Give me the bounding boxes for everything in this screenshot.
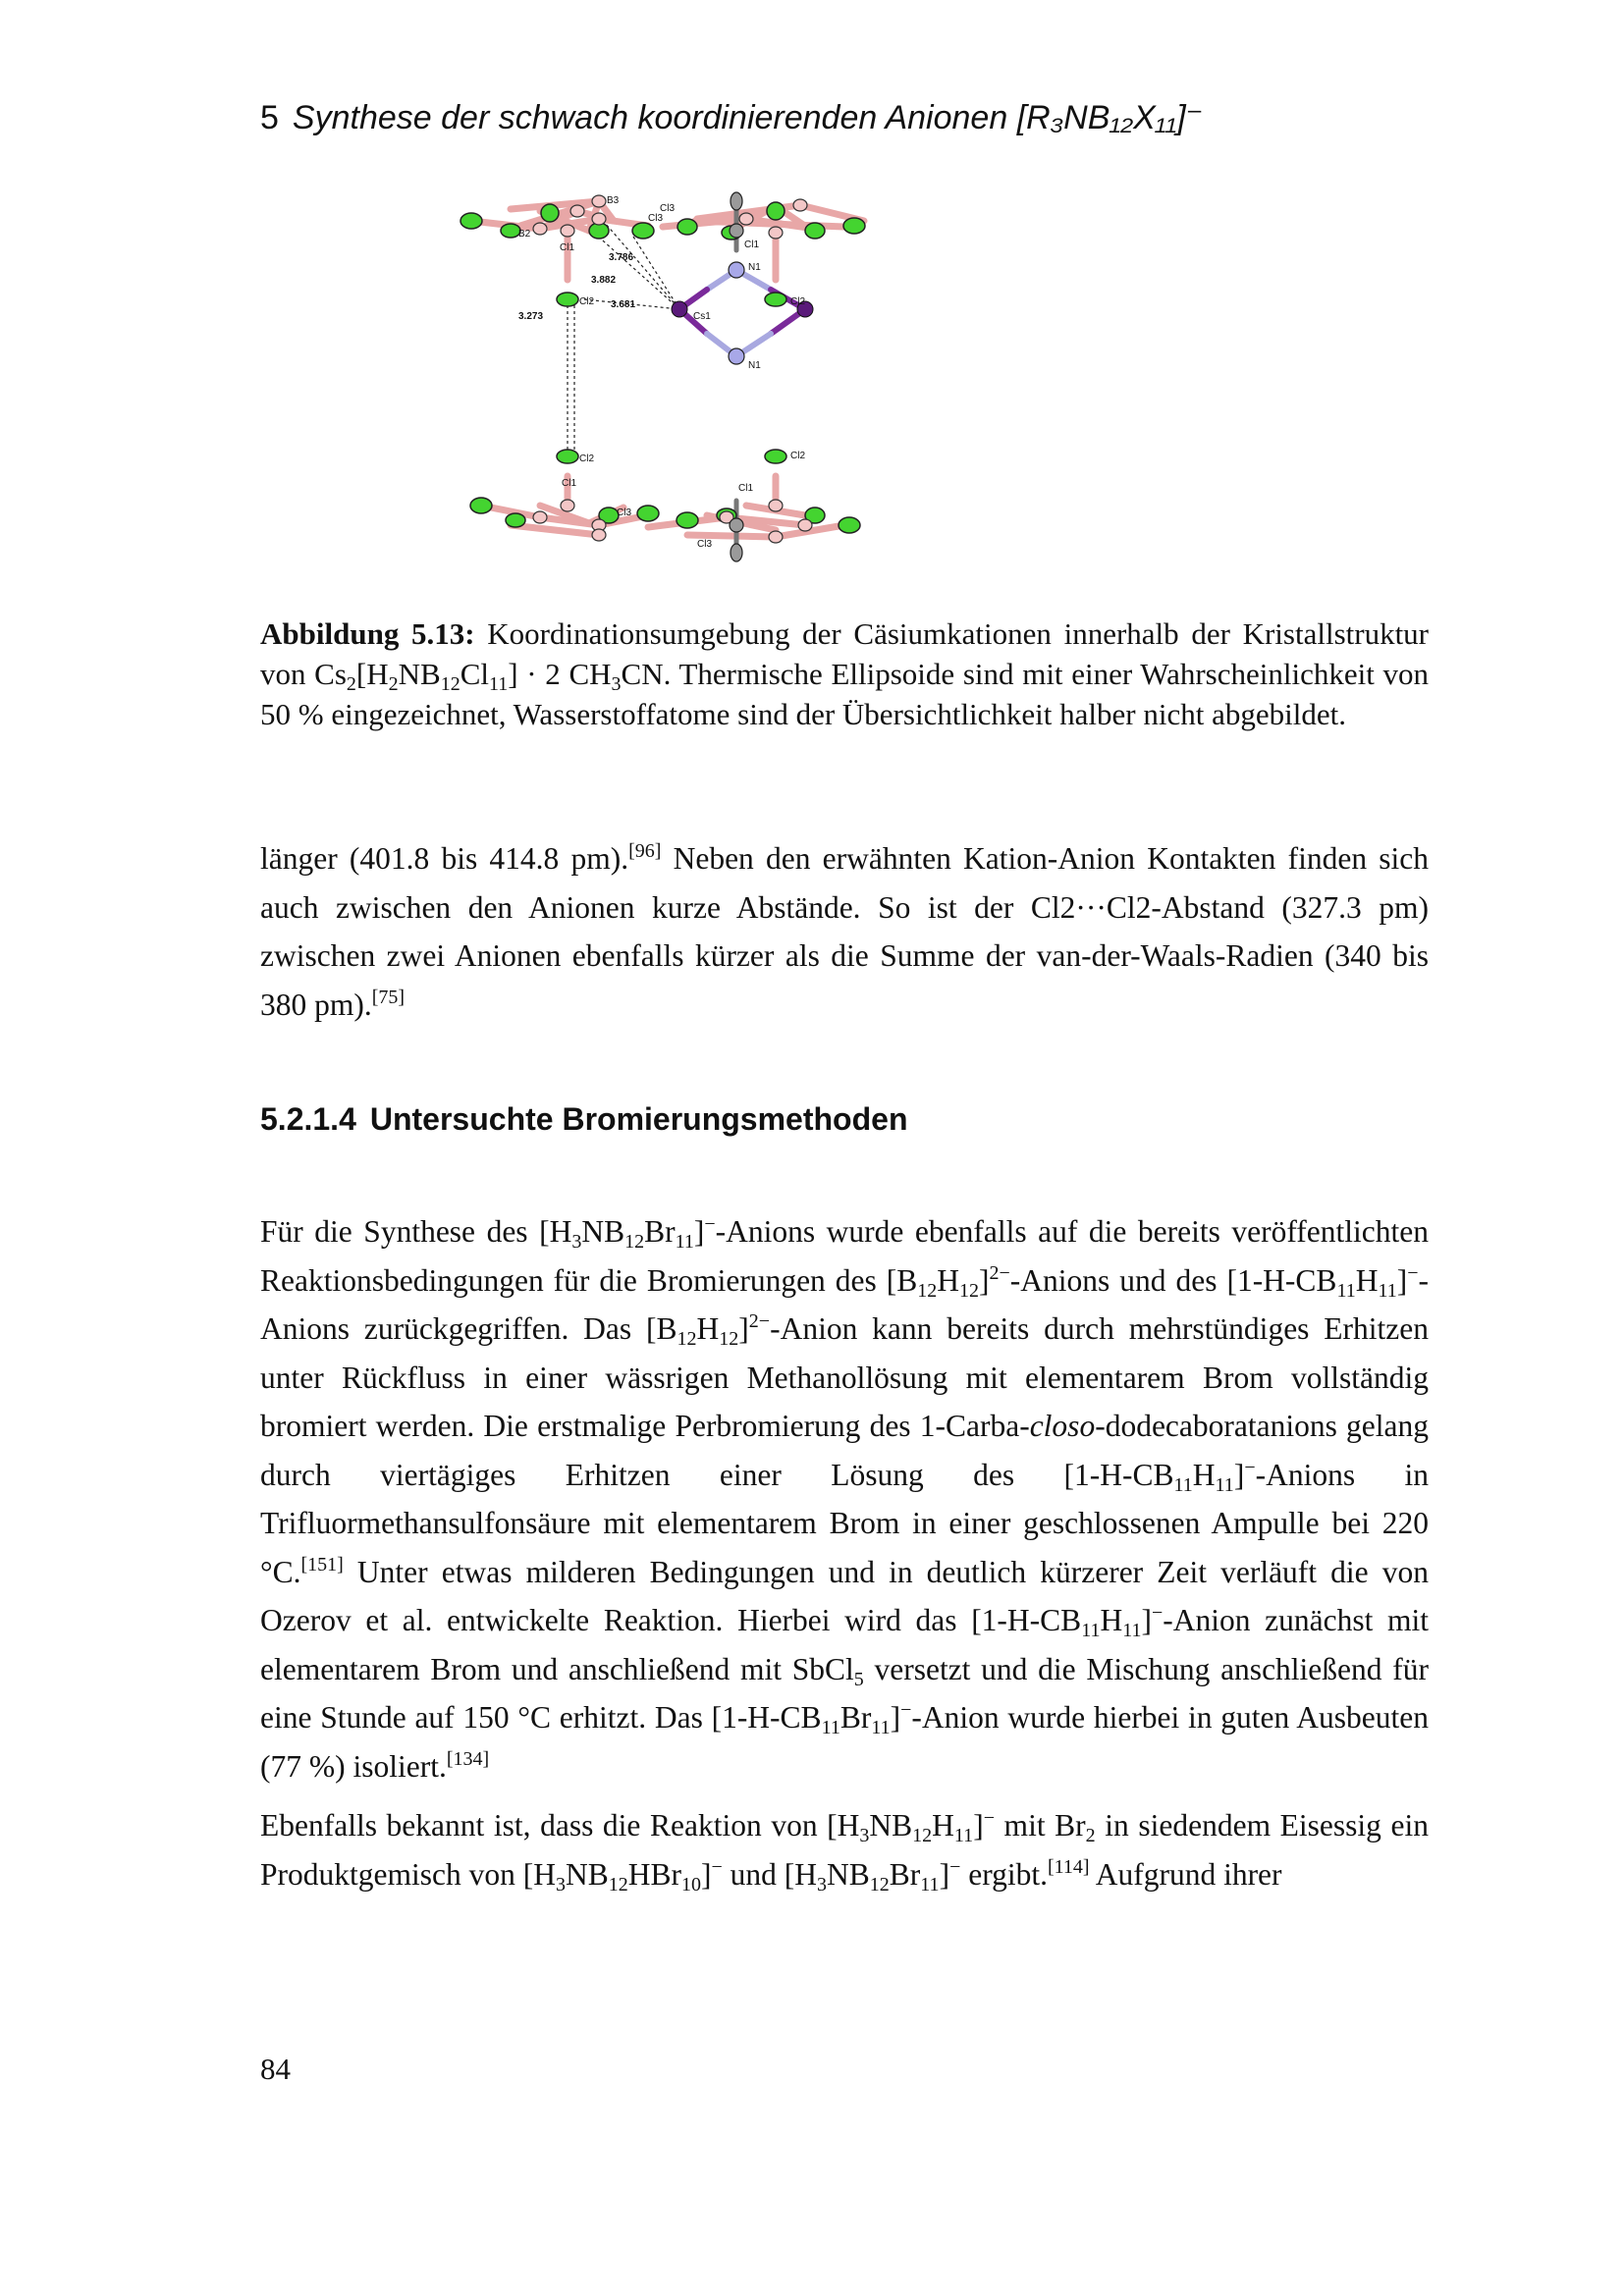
svg-text:Cl3: Cl3 [660,203,676,214]
figure-atoms [460,192,865,561]
svg-text:3.882: 3.882 [591,275,617,286]
chapter-formula: [R₃NB₁₂X₁₁]⁻ [1016,99,1204,136]
svg-text:Cl3: Cl3 [697,539,713,550]
chapter-title: Synthese der schwach koordinierenden Anionen [292,99,1017,136]
svg-text:3.681: 3.681 [611,299,636,310]
svg-text:Cl1: Cl1 [744,240,760,250]
svg-text:N1: N1 [748,262,761,273]
svg-text:N1: N1 [748,360,761,371]
section-number: 5.2.1.4 [260,1101,356,1137]
citation: [151] [300,1553,344,1575]
svg-text:B3: B3 [607,195,620,206]
figure-caption: Abbildung 5.13: Koordinationsumgebung der Cäsiumkationen innerhalb der Kristallstruktur von $Cs_2[H_2NB_{12}Cl_{11}] \cdot 2$ $CH_3CN$. Thermische Ellipsoide sind mit einer Wahrscheinlichkeit von 50 % eingezeichnet, Wasserstoffatome sind der Übersichtlichkeit halber nicht abgebildet. [260,616,1430,731]
svg-text:Cl1: Cl1 [562,478,577,489]
running-header [260,98,1204,137]
paragraph-1: länger (401.8 bis 414.8 pm).[96] Neben den erwähnten Kation-Anion Kontakten finden sich auch zwischen den Anionen kurze Abstände. So ist der Cl2···Cl2-Abstand (327.3 pm) zwischen zwei Anionen ebenfalls kürzer als die Summe der van-der-Waals-Radien (340 bis 380 pm).[75] [260,840,1429,1022]
figure-labels [518,195,805,550]
svg-text:Cl1: Cl1 [560,242,575,253]
citation: [134] [446,1747,490,1770]
citation: [114] [1048,1855,1090,1878]
svg-text:Cs1: Cs1 [693,311,711,322]
paragraph-2: Für die Synthese des $[H_3NB_{12}Br_{11}]^-$-Anions wurde ebenfalls auf die bereits veröffentlichten Reaktionsbedingungen für die Bromierungen des $[B_{12}H_{12}]^{2-}$-Anions und des $[1-H-CB_{11}H_{11}]^-$-Anions zurückgegriffen. Das $[B_{12}H_{12}]^{2-}$-Anion kann bereits durch mehrstündiges Erhitzen unter Rückfluss in einer wässrigen Methanollösung mit elementarem Brom vollständig bromiert werden. Die erstmalige Perbromierung des 1-Carba-closo-dodecaboratanions gelang durch viertägiges Erhitzen einer Lösung des $[1-H-CB_{11}H_{11}]^-$-Anions in Trifluormethansulfonsäure mit elementarem Brom in einer geschlossenen Ampulle bei 220 °C.[151] Unter etwas milderen Bedingungen und in deutlich kürzerer Zeit verläuft die von Ozerov et al. entwickelte Reaktion. Hierbei wird das $[1-H-CB_{11}H_{11}]^-$-Anion zunächst mit elementarem Brom und anschließend mit SbCl$_5$ versetzt und die Mischung anschließend für eine Stunde auf 150 °C erhitzt. Das $[1-H-CB_{11}Br_{11}]^-$-Anion wurde hierbei in guten Ausbeuten (77 %) isoliert.[134] [260,1213,1430,1784]
svg-text:3.273: 3.273 [518,311,544,322]
svg-text:Cl2: Cl2 [790,451,806,461]
svg-text:Cl2: Cl2 [790,296,806,307]
citation: [75] [371,986,406,1008]
svg-text:Cl2: Cl2 [579,454,595,464]
svg-text:Cl2: Cl2 [579,296,595,307]
section-heading [260,1101,907,1138]
svg-text:Cl1: Cl1 [738,483,754,494]
citation: [96] [628,840,662,862]
caption-label: Abbildung 5.13: [260,616,475,651]
chapter-number: 5 [260,99,279,136]
svg-text:Cl3: Cl3 [617,507,632,518]
svg-text:Cl3: Cl3 [648,213,664,224]
svg-text:3.786: 3.786 [609,252,634,263]
svg-text:B2: B2 [518,229,531,240]
figure-bonds [471,201,864,555]
crystal-structure-figure [452,191,1168,564]
page-number: 84 [260,2052,291,2086]
paragraph-3: Ebenfalls bekannt ist, dass die Reaktion von $[H_3NB_{12}H_{11}]^-$ mit $Br_2$ in siedendem Eisessig ein Produktgemisch von $[H_3NB_{12}HBr_{10}]^-$ und $[H_3NB_{12}Br_{11}]^-$ ergibt.[114] Aufgrund ihrer [260,1807,1429,1896]
section-title: Untersuchte Bromierungsmethoden [369,1101,908,1137]
